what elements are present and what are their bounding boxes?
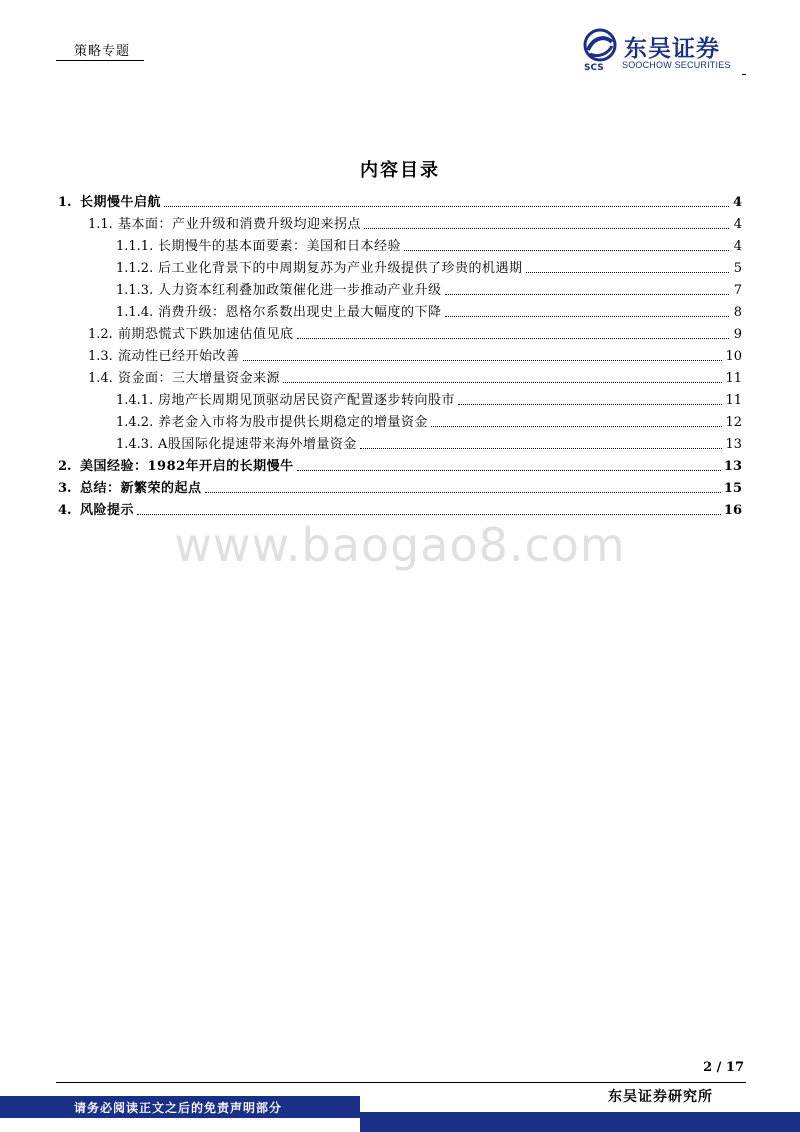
toc-entry-page: 7 [733, 283, 742, 298]
toc-entry[interactable] [116, 235, 742, 257]
toc-entry-number: 4. [58, 503, 72, 518]
toc-entry-page: 10 [725, 349, 742, 364]
toc-entry[interactable] [58, 455, 742, 477]
toc-entry-number: 1.1.4. [116, 305, 154, 320]
toc-entry-number: 1.4.1. [116, 393, 154, 408]
toc-entry-page: 13 [725, 437, 742, 452]
toc-entry-page: 5 [733, 261, 742, 276]
toc-entry-number: 3. [58, 481, 72, 496]
toc-dot-leader [445, 293, 729, 295]
toc-dot-leader [431, 425, 722, 427]
toc-entry-label: 资金面：三大增量资金来源 [118, 371, 281, 386]
toc-entry-number: 1.1.1. [116, 239, 154, 254]
toc-entry-label: 长期慢牛启航 [80, 195, 162, 210]
toc-entry-page: 16 [723, 503, 742, 518]
svg-text:SCS: SCS [584, 63, 604, 72]
toc-title: 内容目录 [360, 160, 440, 181]
header-mark [742, 74, 746, 75]
toc-dot-leader [445, 315, 729, 317]
toc-entry-label: 房地产长周期见顶驱动居民资产配置逐步转向股市 [158, 393, 456, 408]
toc-dot-leader [526, 271, 729, 273]
toc-entry-label: 风险提示 [80, 503, 135, 518]
header-underline [56, 60, 144, 61]
toc-dot-leader [360, 447, 723, 449]
toc-entry-label: 前期恐慌式下跌加速估值见底 [118, 327, 294, 342]
toc-entry[interactable] [116, 279, 742, 301]
toc-entry[interactable] [58, 477, 742, 499]
logo-name-cn: 东吴证券 [624, 36, 720, 62]
toc-entry-page: 15 [723, 481, 742, 496]
toc-dot-leader [297, 469, 721, 471]
toc-entry-number: 1. [58, 195, 72, 210]
toc-entry-label: 人力资本红利叠加政策催化进一步推动产业升级 [158, 283, 442, 298]
toc-dot-leader [283, 381, 722, 383]
toc-entry-label: 后工业化背景下的中周期复苏为产业升级提供了珍贵的机遇期 [158, 261, 523, 276]
toc-dot-leader [205, 491, 721, 493]
logo-name-en: SOOCHOW SECURITIES [622, 60, 731, 70]
footer-bar [360, 1112, 800, 1132]
toc-entry-page: 13 [723, 459, 742, 474]
toc-entry-number: 2. [58, 459, 72, 474]
toc-entry-page: 8 [733, 305, 742, 320]
toc-entry-number: 1.2. [88, 327, 113, 342]
toc-entry-label: 美国经验：1982年开启的长期慢牛 [80, 459, 294, 474]
toc-entry-page: 11 [725, 371, 742, 386]
toc-dot-leader [137, 513, 721, 515]
toc-entry-number: 1.1.3. [116, 283, 154, 298]
toc-entry-number: 1.4. [88, 371, 113, 386]
toc-entry[interactable] [88, 345, 742, 367]
toc-entry[interactable] [116, 257, 742, 279]
toc-entry-page: 4 [732, 195, 742, 210]
toc-entry-number: 1.4.2. [116, 415, 154, 430]
toc-dot-leader [243, 359, 723, 361]
toc-dot-leader [404, 249, 729, 251]
toc-entry[interactable] [116, 411, 742, 433]
toc-entry[interactable] [88, 323, 742, 345]
watermark: www.baogao8.com [174, 518, 626, 572]
disclaimer-banner [0, 1096, 360, 1118]
toc-entry-number: 1.4.3. [116, 437, 154, 452]
soochow-logo-icon [582, 28, 622, 72]
toc-entry-number: 1.1. [88, 217, 113, 232]
toc-entry-page: 4 [733, 217, 742, 232]
toc-entry-label: 养老金入市将为股市提供长期稳定的增量资金 [158, 415, 429, 430]
toc-entry-page: 12 [725, 415, 742, 430]
page-number: 2 / 17 [703, 1060, 744, 1075]
toc-entry-label: 基本面：产业升级和消费升级均迎来拐点 [118, 217, 362, 232]
toc-dot-leader [364, 227, 729, 229]
disclaimer-text: 请务必阅读正文之后的免责声明部分 [74, 1101, 283, 1115]
toc-entry-label: 流动性已经开始改善 [118, 349, 240, 364]
toc-dot-leader [297, 337, 729, 339]
toc-entry-number: 1.1.2. [116, 261, 154, 276]
toc-entry[interactable] [116, 433, 742, 455]
toc-entry-page: 9 [733, 327, 742, 342]
toc-entry-label: 长期慢牛的基本面要素：美国和日本经验 [158, 239, 402, 254]
toc-dot-leader [164, 205, 729, 207]
research-institute-name: 东吴证券研究所 [608, 1089, 713, 1105]
toc-entry-label: 总结：新繁荣的起点 [80, 481, 202, 496]
toc-entry-label: A股国际化提速带来海外增量资金 [158, 437, 357, 452]
toc-entry-label: 消费升级：恩格尔系数出现史上最大幅度的下降 [158, 305, 442, 320]
toc-entry-number: 1.3. [88, 349, 113, 364]
toc-entry[interactable] [88, 213, 742, 235]
toc-entry[interactable] [116, 389, 742, 411]
company-logo [582, 28, 752, 74]
section-label: 策略专题 [74, 44, 131, 59]
toc-dot-leader [458, 403, 722, 405]
footer-rule [56, 1082, 746, 1083]
toc-entry[interactable] [116, 301, 742, 323]
toc-entry[interactable] [58, 191, 742, 213]
toc-entry-page: 4 [733, 239, 742, 254]
toc-entry[interactable] [88, 367, 742, 389]
toc-entry-page: 11 [725, 393, 742, 408]
